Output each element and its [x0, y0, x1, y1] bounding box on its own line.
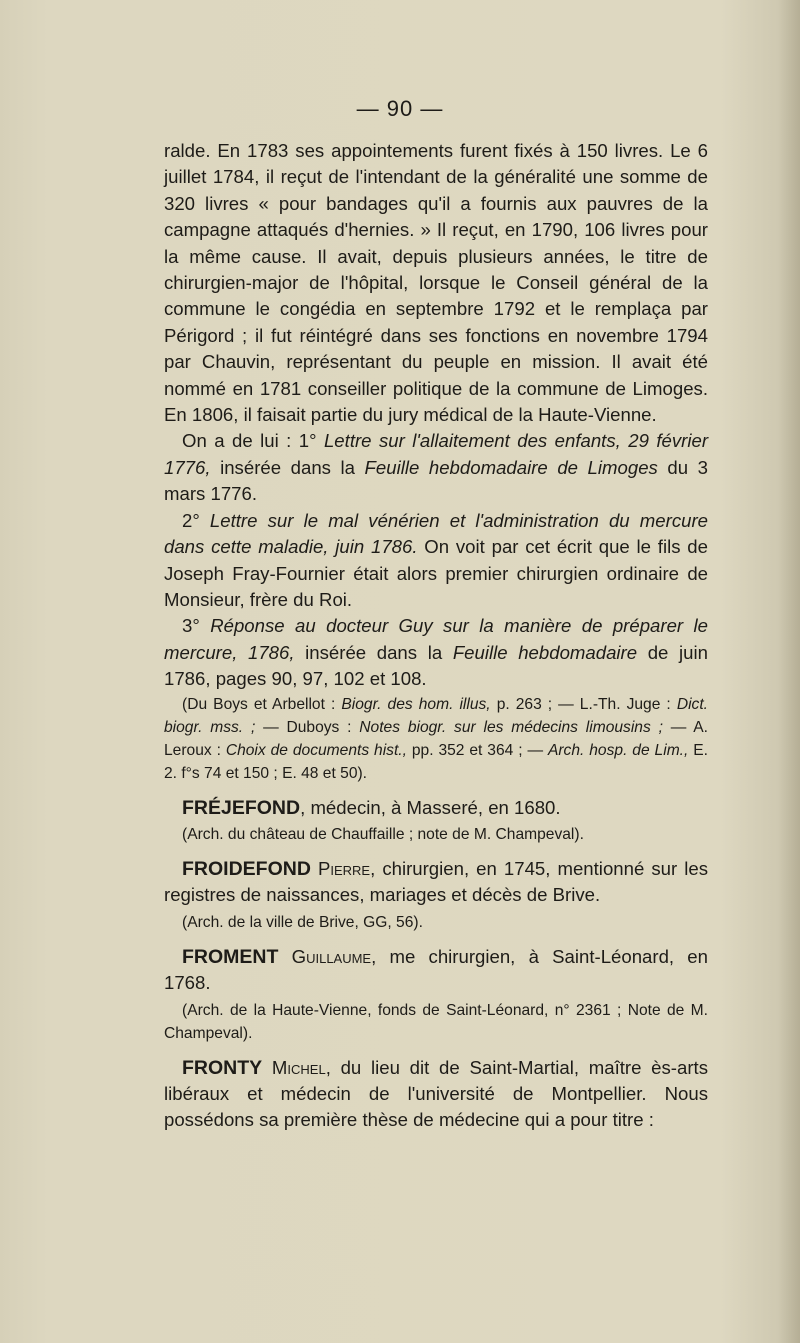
entry-firstname: Guillaume: [291, 945, 372, 967]
work-title-1: Lettre sur l'allaitement des enfants, 29 février 1776,: [164, 430, 709, 478]
entry-headword: FROMENT: [182, 945, 279, 968]
entry-froment-source: (Arch. de la Haute-Vienne, fonds de Saint-Léonard, n° 2361 ; Note de M. Champeval).: [164, 1001, 708, 1042]
work-title-2: Lettre sur le mal vénérien et l'administration du mercure dans cette maladie, juin 1786.: [164, 509, 708, 558]
page-edge-shadow: [778, 0, 800, 1343]
sources-note-1: (Du Boys et Arbellot : Biogr. des hom. illus, p. 263 ; — L.-Th. Juge : Dict. biogr. mss. ; — Duboys : Notes biogr. sur les médecins limousins ; — A. Leroux : Choix de documents hist., pp. 352 et 364 ; — Arch. hosp. de Lim., E. 2. f°s 74 et 150 ; E. 48 et 50).: [164, 695, 708, 782]
body-text: [164, 138, 708, 1134]
entry-firstname: Pierre: [317, 857, 371, 879]
work-title-3: Réponse au docteur Guy sur la manière de préparer le mercure, 1786,: [164, 615, 708, 663]
journal-title-3: Feuille hebdomadaire: [452, 641, 638, 663]
entry-fronty: FRONTY Michel, du lieu dit de Saint-Martial, maître ès-arts libéraux et médecin de l'université de Montpellier. Nous possédons sa première thèse de médecine qui a pour titre :: [164, 1056, 708, 1131]
journal-title-1: Feuille hebdomadaire de Limoges: [364, 456, 658, 478]
paragraph-work-2: 2° Lettre sur le mal vénérien et l'administration du mercure dans cette maladie, juin 1786. On voit par cet écrit que le fils de Joseph Fray-Fournier était alors premier chirurgien ordinaire de Monsieur, frère du Roi.: [164, 509, 708, 610]
entry-froment: FROMENT Guillaume, me chirurgien, à Saint-Léonard, en 1768.: [164, 945, 708, 994]
entry-headword: FRÉJEFOND: [182, 796, 301, 819]
entry-firstname: Michel: [271, 1056, 326, 1078]
paragraph-biography: ralde. En 1783 ses appointements furent fixés à 150 livres. Le 6 juillet 1784, il reçut de l'intendant de la généralité une somme de 320 livres « pour bandages qu'il a fournis aux pauvres de la campagne attaqués d'hernies. » Il reçut, en 1790, 106 livres pour la même cause. Il avait, depuis plusieurs années, le titre de chirurgien-major de l'hôpital, lorsque le Conseil général de la commune le congédia en septembre 1792 et le remplaça par Périgord ; il fut réintégré dans ses fonctions en novembre 1794 par Chauvin, représentant du peuple en mission. Il avait été nommé en 1781 conseiller politique de la commune de Limoges. En 1806, il faisait partie du jury médical de la Haute-Vienne.: [164, 140, 708, 426]
entry-frejefond-source: (Arch. du château de Chauffaille ; note de M. Champeval).: [182, 825, 584, 843]
entry-headword: FRONTY: [182, 1056, 263, 1079]
entry-headword: FROIDEFOND: [182, 857, 311, 880]
paragraph-work-1: On a de lui : 1° Lettre sur l'allaitement des enfants, 29 février 1776, insérée dans la Feuille hebdomadaire de Limoges du 3 mars 1776.: [164, 430, 709, 505]
entry-froidefond: FROIDEFOND Pierre, chirurgien, en 1745, mentionné sur les registres de naissances, mariages et décès de Brive.: [164, 857, 708, 906]
page-number: — 90 —: [356, 96, 444, 121]
entry-frejefond: FRÉJEFOND, médecin, à Masseré, en 1680.: [182, 796, 561, 819]
entry-froidefond-source: (Arch. de la ville de Brive, GG, 56).: [182, 913, 423, 931]
paragraph-work-3: 3° Réponse au docteur Guy sur la manière de préparer le mercure, 1786, insérée dans la Feuille hebdomadaire de juin 1786, pages 90, 97, 102 et 108.: [164, 615, 708, 690]
